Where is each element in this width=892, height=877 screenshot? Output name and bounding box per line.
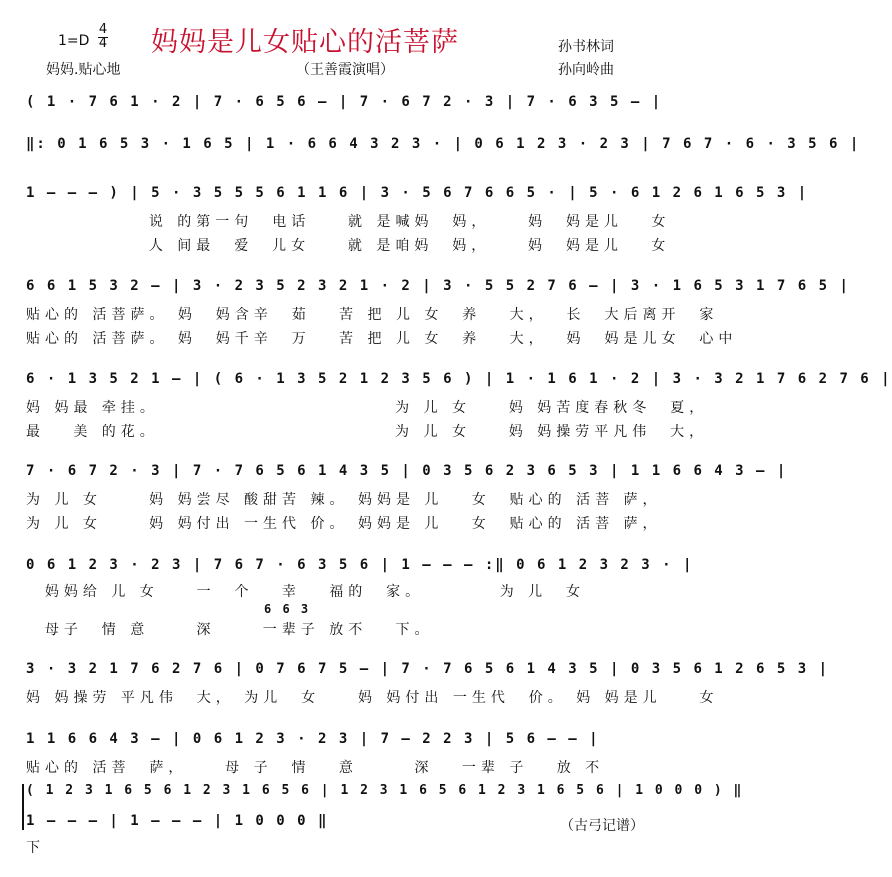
accompaniment-line: ( 1 2 3 1 6 5 6 1 2 3 1 6 5 6 | 1 2 3 1 6 5 6 1 2 3 1 6 5 6 | 1 0 0 0 ) ‖: [26, 783, 744, 798]
lyric-final: 下: [26, 840, 45, 856]
lyric-verse-1: 妈 妈操劳 平凡伟 大， 为儿 女 妈 妈付出 一生代 价。 妈 妈是儿 女: [26, 690, 719, 706]
lyric-verse-1: 妈 妈最 牵挂。 为 儿 女 妈 妈苦度春秋冬 夏，: [26, 400, 709, 416]
time-top: 4: [98, 22, 108, 37]
lyric-verse-2: 贴心的 活菩萨。 妈 妈千辛 万 苦 把 儿 女 养 大， 妈 妈是儿女 心中: [26, 331, 738, 347]
score-system-3: [26, 184, 809, 255]
lyric-verse-1: 说 的第一句 电话 就 是喊妈 妈， 妈 妈是儿 女: [26, 214, 671, 230]
score-system-10: [26, 782, 744, 800]
score-system-5: [26, 370, 892, 441]
performance-style: 妈妈.贴心地: [46, 62, 121, 78]
lyric-verse-2: 最 美 的花。 为 儿 女 妈 妈操劳平凡伟 大，: [26, 424, 709, 440]
notation-line: 6 6 1 5 3 2 — | 3 · 2 3 5 2 3 2 1 · 2 | 3 · 5 5 2 7 6 — | 3 · 1 6 5 3 1 7 6 5 |: [26, 278, 850, 294]
song-title: 妈妈是儿女贴心的活菩萨: [151, 27, 459, 58]
notation-line: 6 · 1 3 5 2 1 — | ( 6 · 1 3 5 2 1 2 3 5 6 ) | 1 · 1 6 1 · 2 | 3 · 3 2 1 7 6 2 7 6 |: [26, 371, 892, 387]
transcriber-credit: （古弓记谱）: [560, 818, 644, 834]
score-system-6: [26, 462, 788, 533]
composer: 孙向岭曲: [558, 62, 614, 78]
score-system-11: [26, 812, 646, 857]
time-signature: [98, 24, 108, 50]
notation-line: 0 6 1 2 3 · 2 3 | 7 6 7 · 6 3 5 6 | 1 — — — :‖ 0 6 1 2 3 2 3 · |: [26, 557, 694, 573]
lyric-verse-1: 妈妈给 儿 女 一 个 幸 福的 家。 为 儿 女: [26, 584, 586, 600]
lyric-verse-2: 母子 情 意 深 一辈子 放不 下。: [26, 622, 434, 638]
notation-line: ( 1 · 7 6 1 · 2 | 7 · 6 5 6 — | 7 · 6 7 2 · 3 | 7 · 6 3 5 — |: [26, 94, 663, 110]
score-system-2: [26, 135, 861, 153]
notation-line: 7 · 6 7 2 · 3 | 7 · 7 6 5 6 1 4 3 5 | 0 3 5 6 2 3 6 5 3 | 1 1 6 6 4 3 — |: [26, 463, 788, 479]
score-system-9: [26, 730, 646, 777]
notation-line: 1 — — — | 1 — — — | 1 0 0 0 ‖: [26, 813, 329, 829]
alternate-notes: 6 6 3: [264, 602, 311, 616]
time-bottom: 4: [98, 36, 108, 51]
notation-line: 1 1 6 6 4 3 — | 0 6 1 2 3 · 2 3 | 7 — 2 2 3 | 5 6 — — |: [26, 731, 600, 747]
singer: （王善霞演唱）: [296, 62, 394, 78]
lyric-verse-2: 人 间最 爱 儿女 就 是咱妈 妈， 妈 妈是儿 女: [26, 238, 671, 254]
score-system-8: [26, 660, 830, 707]
lyric-verse-2: 为 儿 女 妈 妈付出 一生代 价。 妈妈是 儿 女 贴心的 活菩 萨，: [26, 516, 662, 532]
notation-line: 1 — — — ) | 5 · 3 5 5 5 6 1 1 6 | 3 · 5 6 7 6 6 5 · | 5 · 6 1 2 6 1 6 5 3 |: [26, 185, 809, 201]
key-signature: 1=D: [58, 33, 90, 49]
system-brace: [22, 784, 24, 830]
score-system-4: [26, 277, 850, 348]
notation-line: ‖: 0 1 6 5 3 · 1 6 5 | 1 · 6 6 4 3 2 3 · | 0 6 1 2 3 · 2 3 | 7 6 7 · 6 · 3 5 6 |: [26, 136, 861, 152]
score-system-7: [26, 556, 694, 639]
score-system-1: [26, 93, 663, 111]
lyric-verse-1: 贴心的 活菩萨。 妈 妈含辛 茹 苦 把 儿 女 养 大， 长 大后离开 家: [26, 307, 719, 323]
notation-line: 3 · 3 2 1 7 6 2 7 6 | 0 7 6 7 5 — | 7 · 7 6 5 6 1 4 3 5 | 0 3 5 6 1 2 6 5 3 |: [26, 661, 830, 677]
lyricist: 孙书林词: [558, 39, 614, 55]
lyric-verse-1: 为 儿 女 妈 妈尝尽 酸甜苦 辣。 妈妈是 儿 女 贴心的 活菩 萨，: [26, 492, 662, 508]
lyric-verse-1: 贴心的 活菩 萨， 母 子 情 意 深 一辈 子 放 不: [26, 760, 605, 776]
